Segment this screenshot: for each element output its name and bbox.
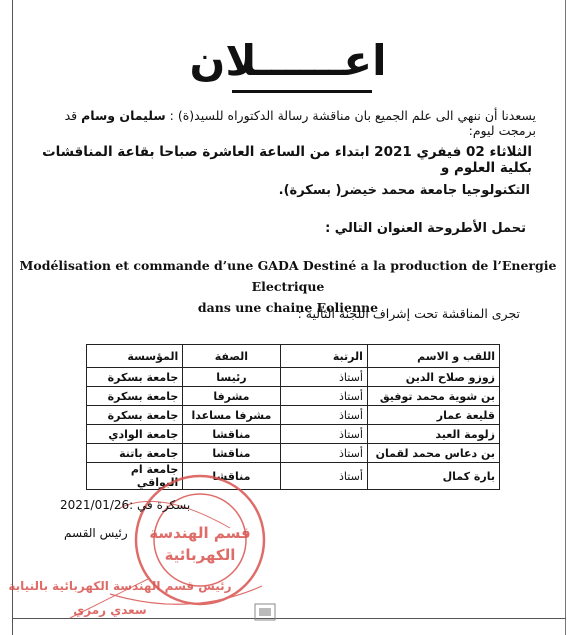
paragraph-line-3: التكنولوجيا جامعة محمد خيضر( بسكرة). [278,183,530,198]
table-row [87,406,500,425]
candidate-name: سليمان وسام [81,108,166,123]
table-row [87,387,500,406]
member-name: زوزو صلاح الدين [367,368,499,387]
paragraph-line-1-prefix: يسعدنا أن ننهي الى علم الجميع بان مناقشة رسالة الدكتوراه للسيد(ة) : [169,108,536,123]
thesis-title-line-2: dans une chaine Eolienne [197,300,379,315]
thesis-intro: تحمل الأطروحة العنوان التالي : [325,221,526,236]
member-name: بن دعاس محمد لقمان [367,444,499,463]
stamp-center-line-1: قسم الهندسة [149,524,251,542]
member-institution: جامعة بسكرة [87,387,183,406]
paragraph-line-2: الثلاثاء 02 فيفري 2021 ابتداء من الساعة العاشرة صباحا بقاعة المناقشات بكلية العلوم و [42,144,532,176]
table-row [87,368,500,387]
thesis-title-line-1: Modélisation et commande d’une GADA Destiné a la production de l’Energie Electrique [19,258,557,294]
table-row [87,444,500,463]
member-name: قليعة عمار [367,406,499,425]
member-role: مشرفا مساعدا [183,406,280,425]
member-rank: أستاذ [280,425,367,444]
member-name: زلومة العيد [367,425,499,444]
member-name: بارة كمال [367,463,499,490]
member-rank: أستاذ [280,463,367,490]
member-role: رئيسا [183,368,280,387]
member-role: مشرفا [183,387,280,406]
member-name: بن شوية محمد توفيق [367,387,499,406]
member-role: مناقشا [183,425,280,444]
member-rank: أستاذ [280,406,367,425]
paragraph-line-1-suffix: قد برمجت ليوم: [64,108,536,138]
title-underline [232,90,372,93]
university-emblem-icon [252,600,278,624]
member-institution: جامعة باتنة [87,444,183,463]
header-role: الصفة [183,345,280,368]
committee-intro: تجرى المناقشة تحت إشراف اللجنة التالية : [297,306,520,321]
paragraph-line-1 [36,108,536,138]
header-rank: الرتبة [280,345,367,368]
member-institution: جامعة بسكرة [87,368,183,387]
member-rank: أستاذ [280,444,367,463]
member-rank: أستاذ [280,387,367,406]
member-role: مناقشا [183,444,280,463]
header-name: اللقب و الاسم [367,345,499,368]
head-of-department-label: رئيس القسم [64,526,128,540]
member-role: مناقشا [183,463,280,490]
member-rank: أستاذ [280,368,367,387]
signature-line-1: رئيس قسم الهندسة الكهربائية بالنيابة [8,579,232,593]
page-border-right [565,0,566,635]
header-institution: المؤسسة [87,345,183,368]
table-row [87,425,500,444]
signature-line-2: سعدي رمزي [73,603,147,617]
member-institution: جامعة الوادي [87,425,183,444]
committee-header-row [87,345,500,368]
member-institution: جامعة بسكرة [87,406,183,425]
stamp-center-line-2: الكهربائية [164,546,236,564]
date-line: بسكرة في :2021/01/26 [60,498,191,512]
announcement-title: اعــــــلان [189,36,387,85]
member-institution: جامعة ام البواقي [87,463,183,490]
